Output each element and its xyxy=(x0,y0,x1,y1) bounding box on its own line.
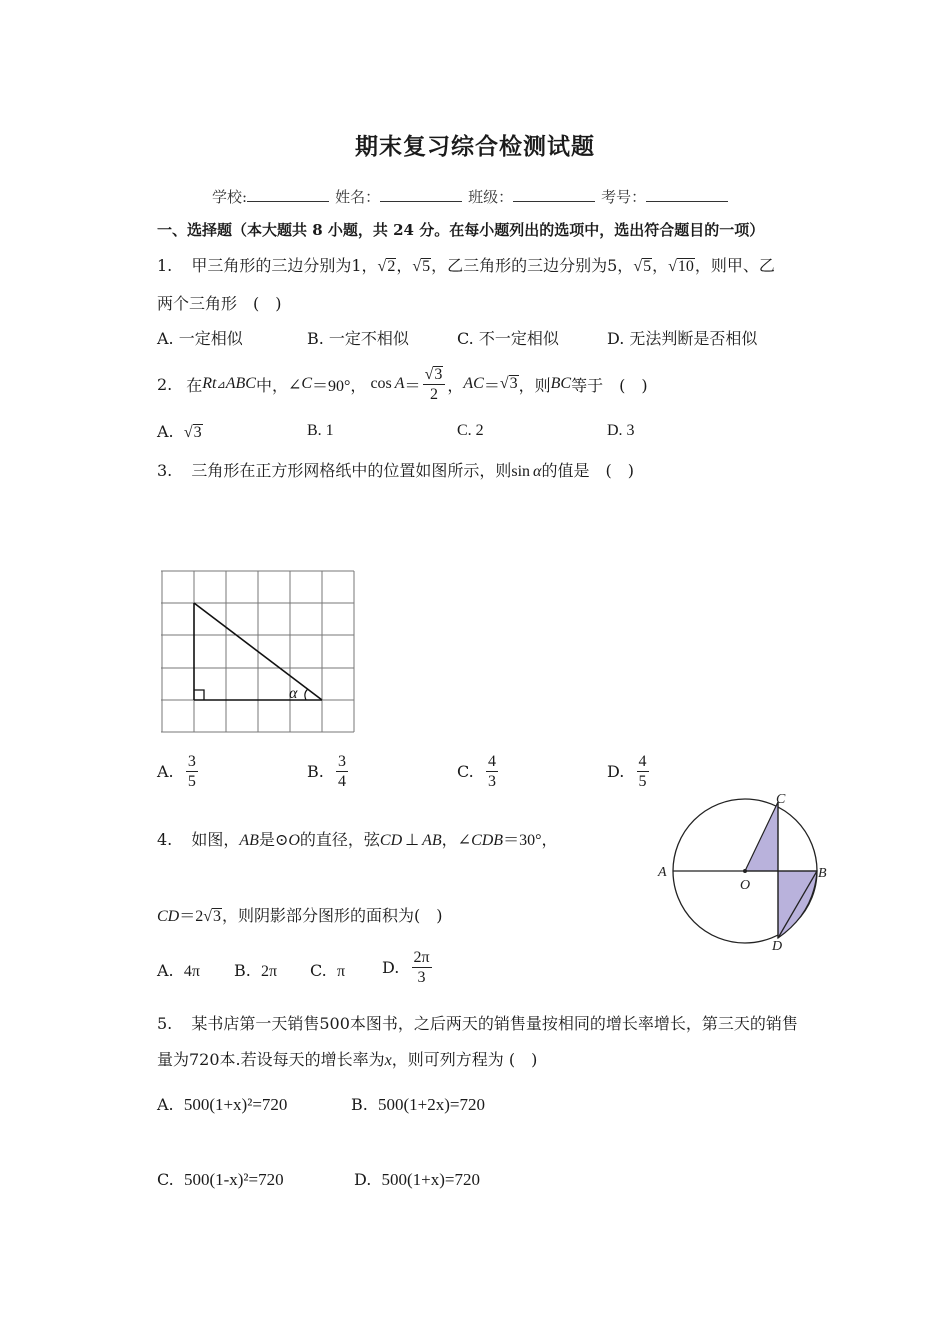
q5-option-c[interactable]: C. 500(1-x)²=720 xyxy=(157,1170,284,1189)
q1-root-2: √2 xyxy=(377,258,396,275)
q2-option-a[interactable]: A. √3 xyxy=(157,422,202,441)
q1-number: 1. xyxy=(157,256,173,275)
q4-perp: ⊥ xyxy=(405,832,420,849)
q2-number: 2. xyxy=(157,374,173,394)
section-heading: 一、选择题（本大题共 8 小题，共 24 分。在每小题列出的选项中，选出符合题目的一项） xyxy=(157,221,765,239)
q4-o: O xyxy=(288,832,300,849)
label-o: O xyxy=(740,878,751,893)
center-dot xyxy=(743,869,747,873)
school-blank[interactable] xyxy=(247,187,329,202)
q2-triangle-symbol: ⊿ xyxy=(216,377,226,391)
name-blank[interactable] xyxy=(380,187,462,202)
label-a: A xyxy=(658,865,667,880)
grid-triangle-figure xyxy=(160,569,356,735)
q5-option-d[interactable]: D. 500(1+x)=720 xyxy=(354,1170,481,1189)
q2-fraction: $\frac{√3}{2}$ xyxy=(423,365,446,404)
alpha-angle-label: α xyxy=(289,685,298,702)
q2-eq: ＝ xyxy=(404,377,421,395)
school-label: 学校: xyxy=(212,188,248,206)
q1-text-a: 甲三角形的三边分别为1， xyxy=(191,256,378,275)
student-info-line xyxy=(212,186,734,207)
number-blank[interactable] xyxy=(646,187,728,202)
q1-root-5b: √5 xyxy=(633,258,652,275)
q4-option-a[interactable]: A. 4π xyxy=(157,961,200,980)
q4-ab: AB xyxy=(239,832,259,849)
question-5 xyxy=(157,1011,798,1034)
q3-sin: sin xyxy=(511,463,531,480)
q3-option-c[interactable]: C. $\frac{4}{3}$ xyxy=(457,753,496,790)
q5-option-b[interactable]: B. 500(1+2x)=720 xyxy=(351,1095,486,1114)
q2-angle: ∠ xyxy=(287,374,302,394)
q1-option-b[interactable]: B. 一定不相似 xyxy=(307,329,409,348)
circle-figure xyxy=(650,788,840,958)
q3-text: 三角形在正方形网格纸中的位置如图所示，则 xyxy=(191,461,512,480)
q4-cd: CD xyxy=(379,832,403,849)
q2-option-b[interactable]: B. 1 xyxy=(307,422,334,439)
q4-text-5: ＝30°， xyxy=(503,832,558,849)
q3-option-b[interactable]: B. $\frac{3}{4}$ xyxy=(307,753,347,790)
name-label: 姓名： xyxy=(335,188,381,206)
label-b: B xyxy=(818,866,827,881)
q2-abc: ABC xyxy=(225,375,256,392)
q2-cos: cos xyxy=(370,375,392,392)
class-label: 班级： xyxy=(468,188,514,206)
question-1 xyxy=(157,253,775,276)
q2-text-1: 在 xyxy=(186,375,203,395)
q1-option-a[interactable]: A. 一定相似 xyxy=(157,329,243,348)
q4-line2: CD＝2√3，则阴影部分图形的面积为( ) xyxy=(157,906,443,925)
q2-root-3: √3 xyxy=(499,375,518,392)
q4-option-d[interactable]: D. $\frac{2\pi}{3}$ xyxy=(382,949,430,986)
q1-text-c: ，则甲、乙 xyxy=(694,256,775,275)
q4-ab2: AB xyxy=(422,832,442,849)
q1-sep: ， xyxy=(396,256,413,275)
q3-option-d[interactable]: D. $\frac{4}{5}$ xyxy=(607,753,647,790)
q1-root-5: √5 xyxy=(412,258,431,275)
q1-option-d[interactable]: D. 无法判断是否相似 xyxy=(607,329,758,348)
q1-sep2: ， xyxy=(652,256,669,275)
q1-root-10: √10 xyxy=(668,258,694,275)
q3-text2: 的值是 ( ) xyxy=(541,461,634,480)
page-title: 期末复习综合检测试题 xyxy=(355,133,595,160)
q4-number: 4. xyxy=(157,830,173,849)
number-label: 考号： xyxy=(601,188,647,206)
q2-option-d[interactable]: D. 3 xyxy=(607,422,635,439)
q1-line2: 两个三角形 ( ) xyxy=(157,294,282,313)
q5-line2: 量为720本.若设每天的增长率为x，则可列方程为 ( ) xyxy=(157,1050,538,1069)
q1-text-b: ，乙三角形的三边分别为5， xyxy=(431,256,634,275)
q2-text-2: 中， xyxy=(255,375,288,395)
q3-number: 3. xyxy=(157,461,173,480)
q5-option-a[interactable]: A. 500(1+x)²=720 xyxy=(157,1095,288,1114)
q5-number: 5. xyxy=(157,1014,173,1033)
q2-a: A xyxy=(394,375,405,392)
q4-option-b[interactable]: B. 2π xyxy=(234,961,278,980)
q3-option-a[interactable]: A. $\frac{3}{5}$ xyxy=(157,753,196,790)
question-2 xyxy=(157,362,648,406)
question-4 xyxy=(157,827,557,850)
q2-ac: AC xyxy=(463,375,484,392)
shaded-triangle-top xyxy=(745,802,778,871)
q1-option-c[interactable]: C. 不一定相似 xyxy=(457,329,559,348)
q2-comma: ， xyxy=(447,375,464,395)
q2-text-4: 等于 ( ) xyxy=(571,375,648,395)
q4-text-1: 如图， xyxy=(191,830,240,849)
q2-option-c[interactable]: C. 2 xyxy=(457,422,484,439)
q2-eq2: ＝ xyxy=(483,377,500,395)
question-3 xyxy=(157,458,634,481)
q2-text-3: ，则 xyxy=(518,375,551,395)
class-blank[interactable] xyxy=(513,187,595,202)
q2-bc: BC xyxy=(550,375,572,392)
q4-cdb: CDB xyxy=(471,832,504,849)
label-d: D xyxy=(772,939,783,954)
q3-alpha: α xyxy=(533,463,542,480)
q4-angle: ∠ xyxy=(457,830,472,849)
q4-text-2: 是 xyxy=(258,830,275,849)
q2-eq90: ＝90°， xyxy=(312,377,367,395)
q2-c: C xyxy=(301,375,313,392)
q4-text-3: 的直径，弦 xyxy=(299,830,380,849)
q4-option-c[interactable]: C. π xyxy=(310,961,346,980)
q4-circle-symbol: ⊙ xyxy=(274,830,289,849)
q4-text-4: ， xyxy=(441,830,458,849)
q5-line1: 某书店第一天销售500本图书，之后两天的销售量按相同的增长率增长，第三天的销售 xyxy=(191,1014,798,1033)
q2-rt: Rt xyxy=(202,375,217,392)
label-c: C xyxy=(776,792,786,807)
